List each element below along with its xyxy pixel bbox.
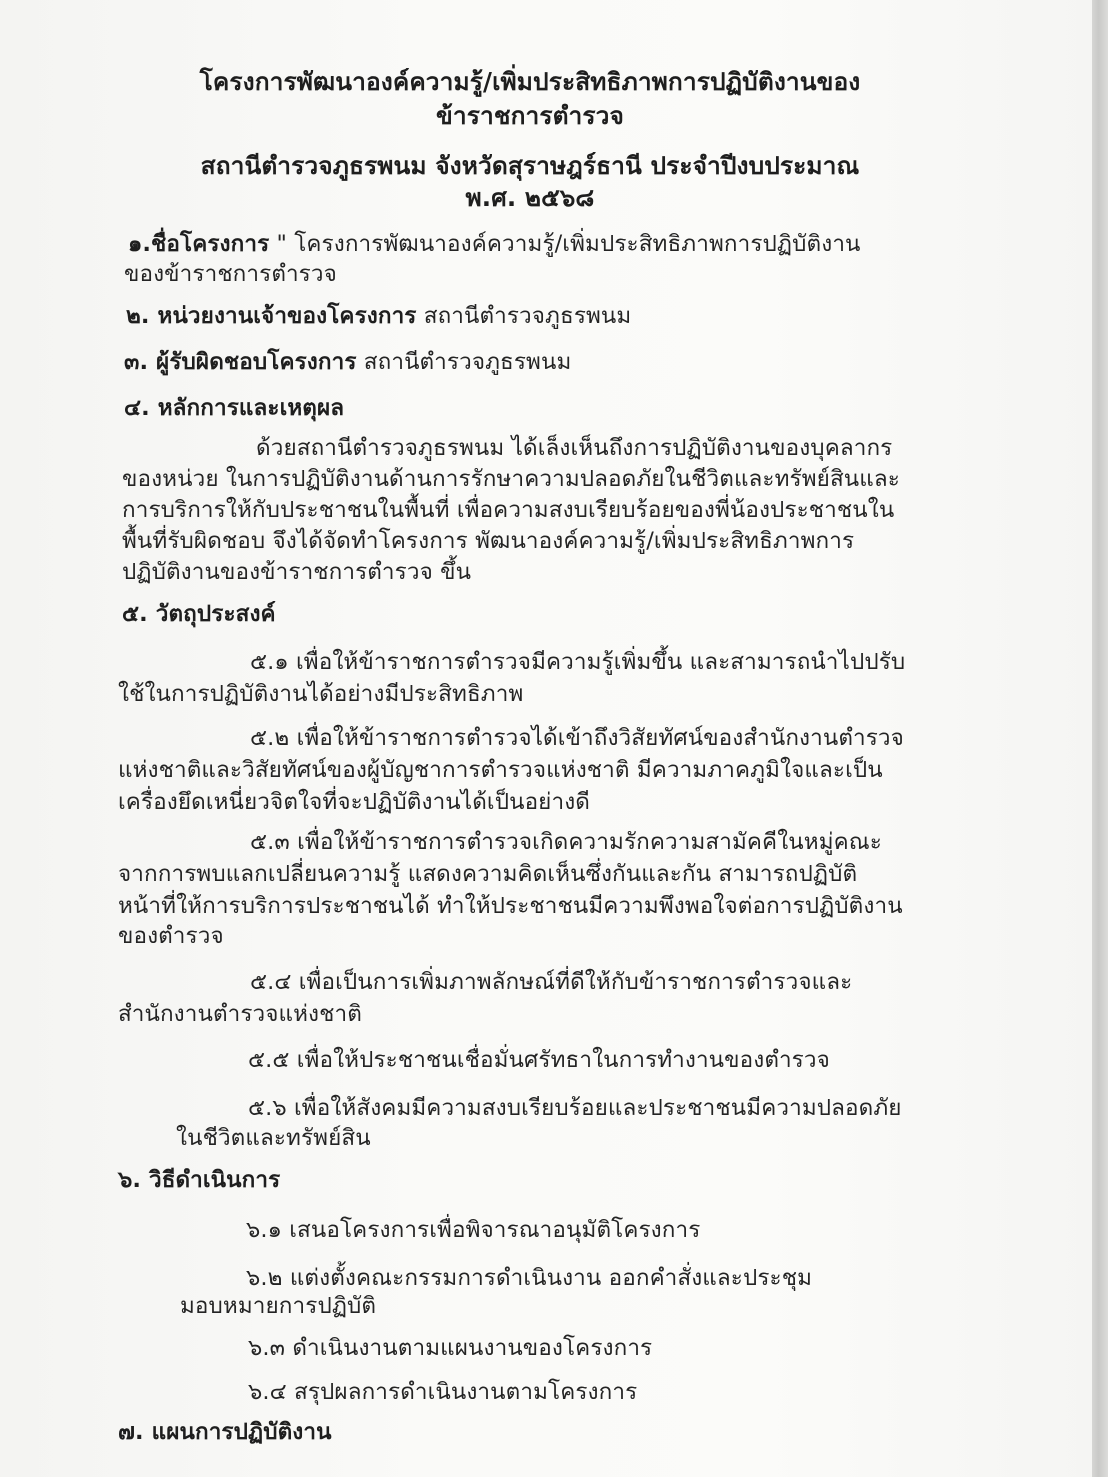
objective-5-1-line-2: ใช้ในการปฏิบัติงานได้อย่างมีประสิทธิภาพ <box>118 681 524 707</box>
section-4-paragraph-line-5: ปฏิบัติงานของข้าราชการตำรวจ ขึ้น <box>122 559 472 585</box>
objective-5-4-line-2: สำนักงานตำรวจแห่งชาติ <box>118 1001 362 1027</box>
section-1-label: ๑.ชื่อโครงการ <box>128 231 270 257</box>
section-4-paragraph-line-2: ของหน่วย ในการปฏิบัติงานด้านการรักษาความปลอดภัยในชีวิตและทรัพย์สินและ <box>122 466 900 492</box>
step-6-1: ๖.๑ เสนอโครงการเพื่อพิจารณาอนุมัติโครงการ <box>246 1217 701 1243</box>
objective-5-3-line-4: ของตำรวจ <box>118 923 224 949</box>
document-title-line-1: โครงการพัฒนาองค์ความรู้/เพิ่มประสิทธิภาพการปฏิบัติงานของ <box>199 67 861 96</box>
objective-5-6-line-1: ๕.๖ เพื่อให้สังคมมีความสงบเรียบร้อยและประชาชนมีความปลอดภัย <box>248 1095 902 1121</box>
objective-5-2-line-1: ๕.๒ เพื่อให้ข้าราชการตำรวจได้เข้าถึงวิสัยทัศน์ของสำนักงานตำรวจ <box>250 725 904 751</box>
section-2-text: สถานีตำรวจภูธรพนม <box>416 303 632 329</box>
section-4-paragraph-line-4: พื้นที่รับผิดชอบ จึงได้จัดทำโครงการ พัฒนาองค์ความรู้/เพิ่มประสิทธิภาพการ <box>122 528 855 554</box>
section-2 <box>126 300 631 332</box>
objective-5-4-line-1: ๕.๔ เพื่อเป็นการเพิ่มภาพลักษณ์ที่ดีให้กับข้าราชการตำรวจและ <box>250 969 853 995</box>
section-4-heading: ๔. หลักการและเหตุผล <box>124 395 345 421</box>
section-7-heading: ๗. แผนการปฏิบัติงาน <box>118 1419 332 1445</box>
paper-edge-shadow <box>1092 0 1108 1477</box>
section-5-heading: ๕. วัตถุประสงค์ <box>122 601 276 627</box>
objective-5-3-line-2: จากการพบแลกเปลี่ยนความรู้ แสดงความคิดเห็นซึ่งกันและกัน สามารถปฏิบัติ <box>118 861 858 887</box>
objective-5-1-line-1: ๕.๑ เพื่อให้ข้าราชการตำรวจมีความรู้เพิ่มขึ้น และสามารถนำไปปรับ <box>250 649 906 675</box>
section-1-text: " โครงการพัฒนาองค์ความรู้/เพิ่มประสิทธิภาพการปฏิบัติงาน <box>269 231 861 257</box>
document-subtitle-line-2: พ.ศ. ๒๕๖๘ <box>465 183 595 212</box>
section-1-line-1 <box>128 228 861 260</box>
section-3-text: สถานีตำรวจภูธรพนม <box>356 349 572 375</box>
objective-5-2-line-2: แห่งชาติและวิสัยทัศน์ของผู้บัญชาการตำรวจแห่งชาติ มีความภาคภูมิใจและเป็น <box>118 757 883 783</box>
section-4-paragraph-line-3: การบริการให้กับประชาชนในพื้นที่ เพื่อความสงบเรียบร้อยของพี่น้องประชาชนใน <box>122 497 895 523</box>
objective-5-3-line-1: ๕.๓ เพื่อให้ข้าราชการตำรวจเกิดความรักความสามัคคีในหมู่คณะ <box>250 829 882 855</box>
step-6-4: ๖.๔ สรุปผลการดำเนินงานตามโครงการ <box>248 1379 638 1405</box>
section-6-heading: ๖. วิธีดำเนินการ <box>118 1167 281 1193</box>
objective-5-6-line-2: ในชีวิตและทรัพย์สิน <box>176 1125 371 1151</box>
step-6-3: ๖.๓ ดำเนินงานตามแผนงานของโครงการ <box>248 1335 653 1361</box>
section-3 <box>124 346 571 378</box>
section-1-line-2: ของข้าราชการตำรวจ <box>124 261 337 287</box>
section-2-label: ๒. หน่วยงานเจ้าของโครงการ <box>126 303 417 329</box>
objective-5-3-line-3: หน้าที่ให้การบริการประชาชนได้ ทำให้ประชาชนมีความพึงพอใจต่อการปฏิบัติงาน <box>118 893 903 919</box>
objective-5-2-line-3: เครื่องยึดเหนี่ยวจิตใจที่จะปฏิบัติงานได้เป็นอย่างดี <box>118 789 591 815</box>
objective-5-5: ๕.๕ เพื่อให้ประชาชนเชื่อมั่นศรัทธาในการทำงานของตำรวจ <box>248 1047 830 1073</box>
step-6-2-line-1: ๖.๒ แต่งตั้งคณะกรรมการดำเนินงาน ออกคำสั่งและประชุม <box>246 1265 813 1291</box>
document-title-line-2: ข้าราชการตำรวจ <box>436 101 624 130</box>
section-3-label: ๓. ผู้รับผิดชอบโครงการ <box>124 349 357 375</box>
section-4-paragraph-line-1: ด้วยสถานีตำรวจภูธรพนม ได้เล็งเห็นถึงการปฏิบัติงานของบุคลากร <box>256 435 893 461</box>
document-subtitle-line-1: สถานีตำรวจภูธรพนม จังหวัดสุราษฎร์ธานี ประจำปีงบประมาณ <box>200 151 860 180</box>
step-6-2-line-2: มอบหมายการปฏิบัติ <box>180 1293 377 1319</box>
